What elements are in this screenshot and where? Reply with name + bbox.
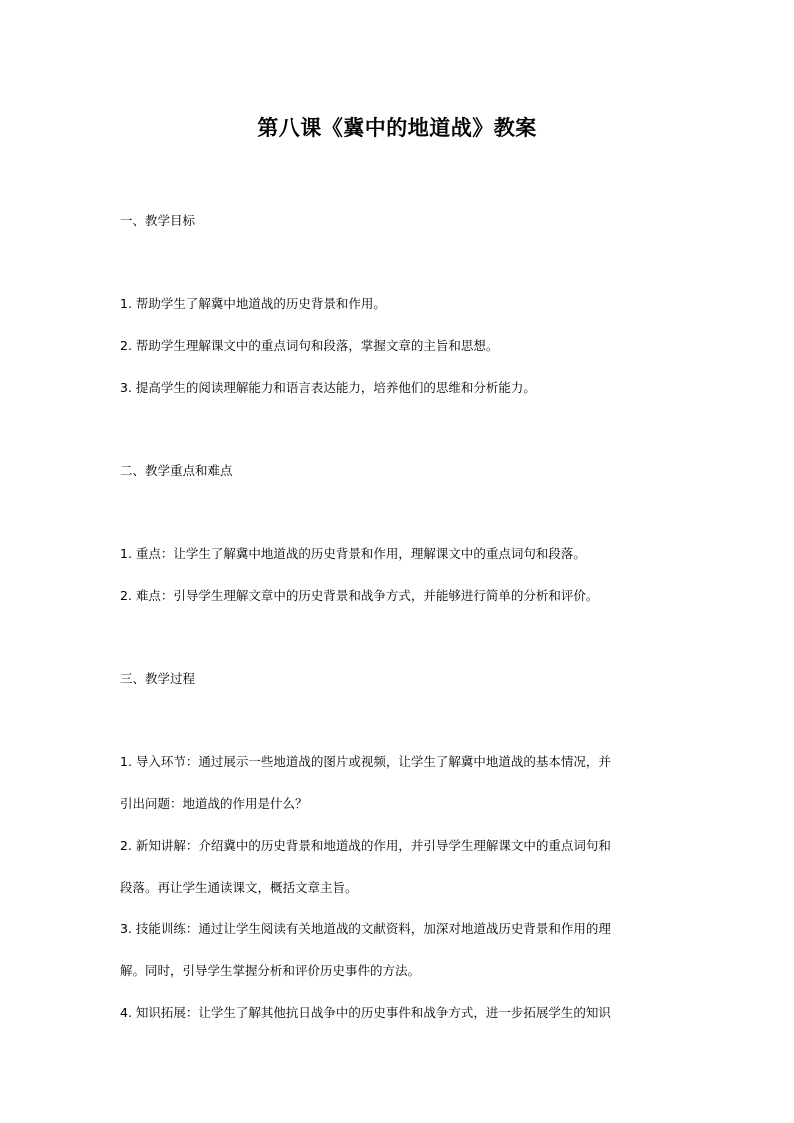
- goal-item-2: 2. 帮助学生理解课文中的重点词句和段落，掌握文章的主旨和思想。: [120, 338, 499, 353]
- key-point-item-1: 1. 重点：让学生了解冀中地道战的历史背景和作用，理解课文中的重点词句和段落。: [120, 546, 586, 561]
- key-point-item-2: 2. 难点：引导学生理解文章中的历史背景和战争方式，并能够进行简单的分析和评价。: [120, 588, 599, 603]
- goal-item-1: 1. 帮助学生了解冀中地道战的历史背景和作用。: [120, 296, 386, 311]
- process-item-4-line-1: 4. 知识拓展：让学生了解其他抗日战争中的历史事件和战争方式，进一步拓展学生的知识: [120, 1005, 611, 1020]
- process-item-3-line-2: 解。同时，引导学生掌握分析和评价历史事件的方法。: [120, 963, 421, 978]
- document-title: 第八课《冀中的地道战》教案: [257, 116, 537, 140]
- section-heading-process: 三、教学过程: [120, 671, 196, 686]
- process-item-2-line-2: 段落。再让学生通读课文，概括文章主旨。: [120, 880, 358, 895]
- goal-item-3: 3. 提高学生的阅读理解能力和语言表达能力，培养他们的思维和分析能力。: [120, 380, 536, 395]
- section-heading-key-points: 二、教学重点和难点: [120, 463, 233, 478]
- process-item-1-line-2: 引出问题：地道战的作用是什么？: [120, 796, 308, 811]
- section-heading-goals: 一、教学目标: [120, 213, 196, 228]
- process-item-1-line-1: 1. 导入环节：通过展示一些地道战的图片或视频，让学生了解冀中地道战的基本情况，并: [120, 754, 611, 769]
- process-item-2-line-1: 2. 新知讲解：介绍冀中的历史背景和地道战的作用，并引导学生理解课文中的重点词句和: [120, 838, 611, 853]
- process-item-3-line-1: 3. 技能训练：通过让学生阅读有关地道战的文献资料，加深对地道战历史背景和作用的理: [120, 921, 611, 936]
